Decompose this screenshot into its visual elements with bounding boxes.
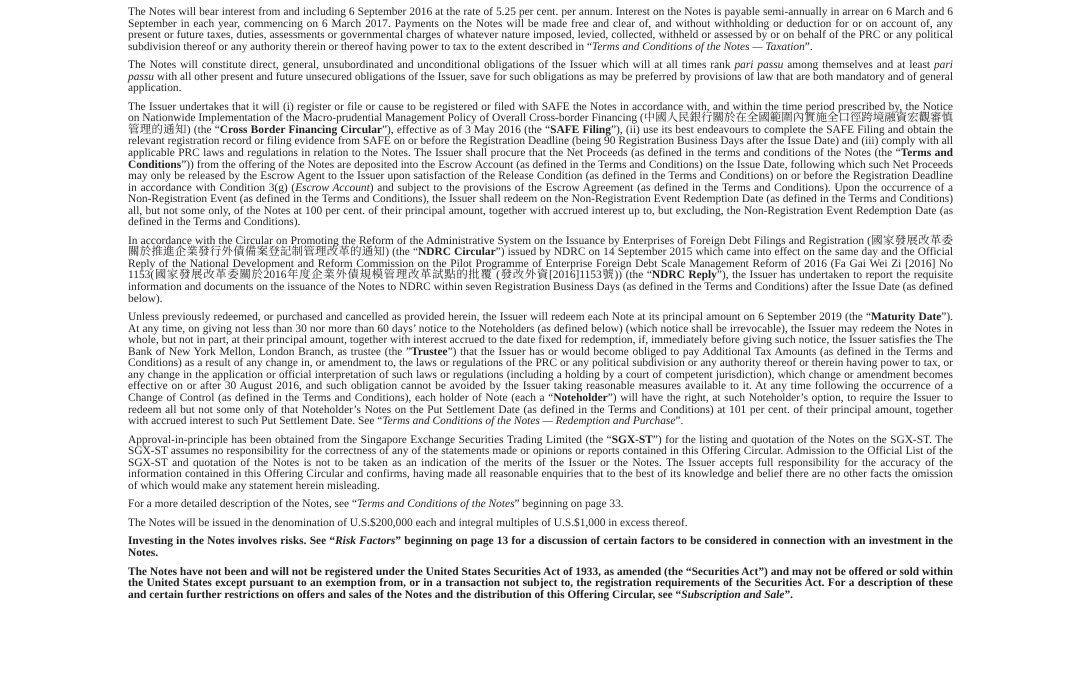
- paragraph-interest: [128, 7, 953, 53]
- paragraph-text: The Notes will be issued in the denomination of U.S.$200,000 each and integral multiples of U.S.$1,000 in excess thereof.: [128, 516, 688, 529]
- paragraph-obligations: [128, 60, 953, 95]
- paragraph-text: ”) that the Issuer has or would become obliged to pay Additional Tax Amounts (as defined in the Terms and Conditions) as a result of any change in, or amendment to, the laws or regulations of the PRC or any political subdivision or any authority thereof or therein having power to tax, or any change in the application or official interpretation of such laws or regulations (including a holding by a court of competent jurisdiction), which change or amendment becomes effective on or after 30 August 2016, and such obligation cannot be avoided by the Issuer taking reasonable measures available to it. At any time following the occurrence of a Change of Control (as defined in the Terms and Conditions), each holder of Note (each a “: [128, 345, 954, 404]
- paragraph-text: The Notes will bear interest from and including 6 September 2016 at the rate of 5.25 per cent. per annum. Interest on the Notes is payable semi-annually in arrear on 6 March and 6 September in each year, commencing on 6 March 2017. Payments on the Notes will be made free and clear of, and without withholding or deduction for or on account of, any present or future taxes, duties, assessments or governmental charges of whatever nature imposed, levied, collected, withheld or assessed by or on behalf of the PRC or any political subdivision thereof or any authority therein or thereof having power to tax to the extent described in “: [128, 6, 953, 53]
- paragraph-text: ”.: [804, 40, 813, 53]
- document-body: [128, 7, 953, 608]
- paragraph-text: The Notes will constitute direct, general, unsubordinated and unconditional obligations of the Issuer which will at all times rank: [128, 59, 735, 72]
- emphasis-text: Subscription and Sale: [681, 588, 785, 601]
- defined-term: NDRC Reply: [651, 269, 717, 282]
- paragraph-text: The Issuer undertakes that it will (i) register or file or cause to be registered or filed with SAFE the Notes in accordance with, and within the time period prescribed by, the Notice on Nationwide Implementation of the Macro-prudential Management Policy of Overall Cross-border Financing (中國人民銀行關於在全國範圍內實施全口徑跨境融資宏觀審慎管理的通知) (the “: [128, 100, 953, 136]
- paragraph-text: ”). At any time, on giving not less than 30 nor more than 60 days’ notice to the Noteholders (as defined below) (which notice shall be irrevocable), the Issuer may redeem the Notes in whole, but not in part, at their principal amount, together with interest accrued to the date fixed for redemption, if, immediately before giving such notice, the Issuer satisfies the The Bank of New York Mellon, London Branch, as trustee (the ”: [128, 311, 953, 358]
- paragraph-text: For a more detailed description of the Notes, see “: [128, 498, 358, 511]
- paragraph-description: [128, 499, 953, 511]
- paragraph-text: The Notes have not been and will not be registered under the United States Securities Act of 1933, as amended (the “Securities Act”) and may not be offered or sold within the United States except pursuant to an exemption from, or in a transaction not subject to, the registration requirements of the Securities Act. For a description of these and certain further restrictions on offers and sales of the Notes and the distribution of this Offering Circular, see “: [128, 565, 953, 601]
- defined-term: SGX-ST: [611, 433, 653, 446]
- cross-reference: Terms and Conditions of the Notes — Taxation: [592, 40, 805, 53]
- defined-term: Trustee: [411, 345, 448, 358]
- paragraph-ndrc: [128, 236, 953, 305]
- paragraph-text: ) and subject to the provisions of the Escrow Agreement (as defined in the Terms and Conditions). Upon the occurrence of a Non-Registration Event (as defined in the Terms and Conditions), the Issuer shall redeem on the Non-Registration Event Redemption Date (as defined in the Terms and Conditions) all, but not some only, of the Notes at 100 per cent. of their principal amount, together with accrued interest up to, but excluding, the Non-Registration Event Redemption Date (as defined in the Terms and Conditions).: [128, 181, 953, 229]
- defined-term: SAFE Filing: [550, 123, 611, 136]
- paragraph-redemption: [128, 312, 953, 427]
- paragraph-text: ”) will have the right, at such Noteholder’s option, to require the Issuer to redeem all but not some only of that Noteholder’s Notes on the Put Settlement Date (as defined in the Terms and Conditions) at 101 per cent. of their principal amount, together with accrued interest to such Put Settlement Date. See “: [128, 391, 953, 428]
- paragraph-text: ”), the Issuer has undertaken to report the requisite information and documents on the issuance of the Notes to NDRC within seven Registration Business Days (as defined in the Terms and Conditions) after the Issue Date (as defined below).: [128, 269, 954, 305]
- paragraph-text: ” beginning on page 13 for a discussion of certain factors to be considered in connection with an investment in the Notes.: [128, 535, 953, 559]
- paragraph-text: ”.: [784, 588, 793, 601]
- defined-term: NDRC Circular: [418, 246, 496, 259]
- defined-term: Noteholder: [553, 391, 608, 404]
- paragraph-text: ”) issued by NDRC on 14 September 2015 which came into effect on the same day and the Official Reply of the National Development and Reform Commission on the Pilot Programme of Enterprise Foreign Debt Scale Management Reform of 2016 (Fa Gai Wei Zi [2016] No 1153(國家發展改革委關於2016年度企業外債規模管理改革試點的批覆 (發改外資[2016]1153號)) (the “: [128, 246, 953, 282]
- paragraph-sgx-listing: [128, 435, 953, 493]
- paragraph-securities-act: [128, 567, 953, 602]
- paragraph-text: among themselves and at least: [783, 59, 934, 72]
- cross-reference: Escrow Account: [295, 181, 370, 194]
- paragraph-text: Unless previously redeemed, or purchased and cancelled as provided herein, the Issuer will redeem each Note at its principal amount on 6 September 2019 (the “: [128, 311, 872, 324]
- paragraph-denomination: [128, 518, 953, 530]
- paragraph-text: ”), (ii) use its best endeavours to complete the SAFE Filing and obtain the relevant registration record or filing evidence from SAFE on or before the Registration Deadline (being 90 Registration Business Days after the Issue Date) and (iii) comply with all applicable PRC laws and regulations in relation to the Notes. The Issuer shall procure that the Net Proceeds (as defined in the terms and conditions of the Notes (the “: [128, 123, 953, 160]
- cross-reference: pari passu: [128, 59, 953, 83]
- paragraph-text: In accordance with the Circular on Promoting the Reform of the Administrative System on the Issuance by Enterprises of Foreign Debt Filings and Registration (國家發展改革委關於推進企業發行外債備案登記制管理改革的通知) (the “: [128, 234, 953, 259]
- defined-term: Cross Border Financing Circular: [219, 123, 382, 136]
- paragraph-text: with all other present and future unsecured obligations of the Issuer, save for such obligations as may be preferred by provisions of law that are both mandatory and of general application.: [128, 70, 953, 95]
- paragraph-text: ”) for the listing and quotation of the Notes on the SGX-ST. The SGX-ST assumes no responsibility for the correctness of any of the statements made or opinions or reports contained in this Offering Circular. Admission to the Official List of the SGX-ST and quotation of the Notes is not to be taken as an indication of the merits of the Issuer or the Notes. The Issuer accepts full responsibility for the accuracy of the information contained in this Offering Circular and confirms, having made all reasonable enquiries that to the best of its knowledge and belief there are no other facts the omission of which would make any statement herein misleading.: [128, 433, 953, 492]
- paragraph-text: ”), effective as of 3 May 2016 (the “: [381, 123, 551, 136]
- paragraph-text: ” beginning on page 33.: [514, 498, 624, 511]
- paragraph-text: Approval-in-principle has been obtained from the Singapore Exchange Securities Trading Limited (the “: [128, 433, 612, 446]
- cross-reference: Terms and Conditions of the Notes: [357, 498, 515, 511]
- paragraph-text: ”.: [675, 415, 684, 428]
- cross-reference: pari passu: [734, 59, 784, 72]
- cross-reference: Terms and Conditions of the Notes — Redemption and Purchase: [382, 415, 676, 428]
- emphasis-text: Risk Factors: [335, 535, 396, 548]
- defined-term: Maturity Date: [871, 311, 942, 324]
- paragraph-text: ”)) from the offering of the Notes are deposited into the Escrow Account (as defined in the Terms and Conditions) on the Issue Date, following which such Net Proceeds may only be released by the Escrow Agent to the Issuer upon satisfaction of the Release Condition (as defined in the Terms and Conditions) on or before the Registration Deadline in accordance with Condition 3(g) (: [128, 158, 953, 194]
- defined-term: Terms and Conditions: [128, 147, 953, 171]
- paragraph-safe-filing: [128, 102, 953, 229]
- paragraph-risk-factors: [128, 536, 953, 559]
- paragraph-text: Investing in the Notes involves risks. See “: [128, 535, 336, 548]
